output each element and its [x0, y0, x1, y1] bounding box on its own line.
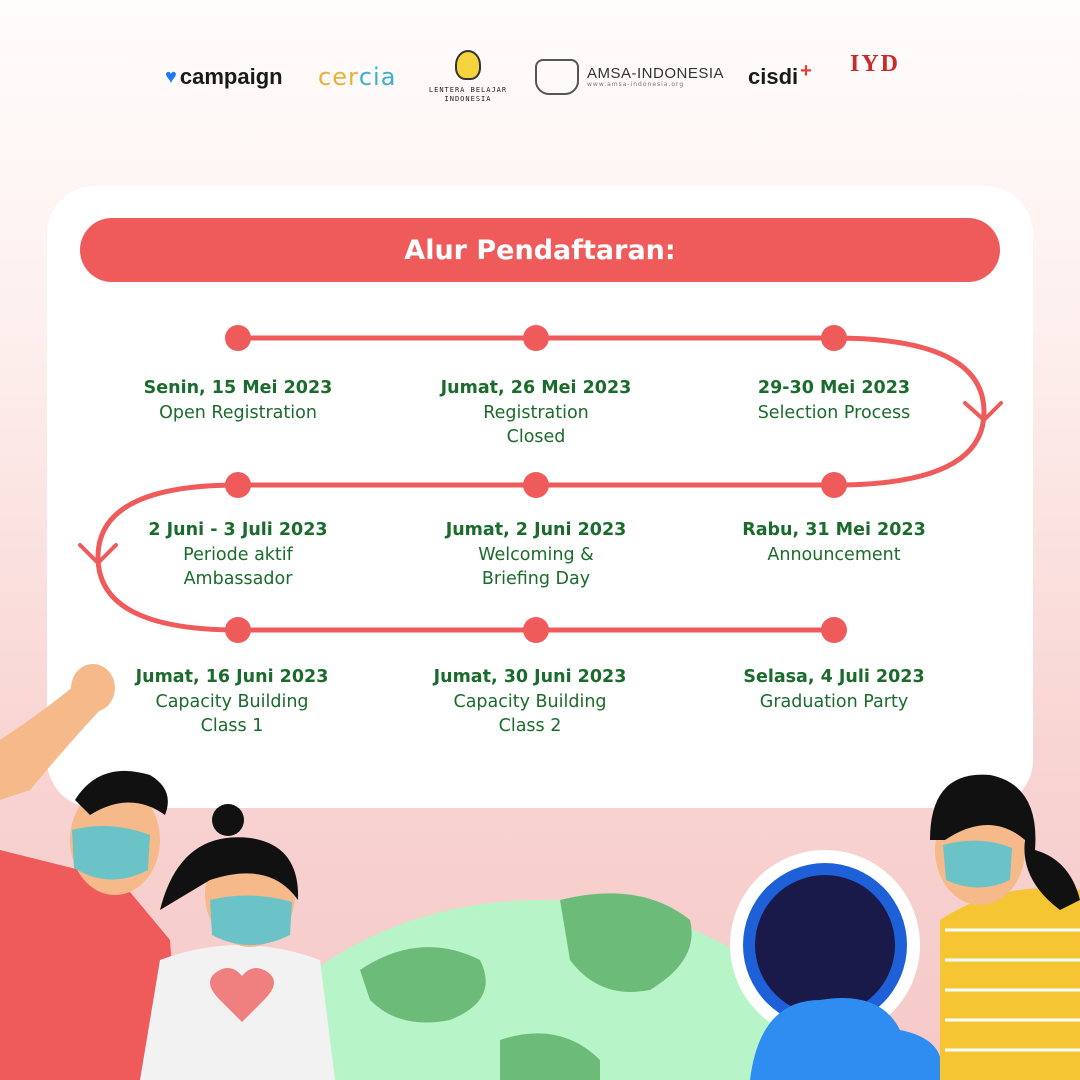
mask-icon: [72, 826, 150, 880]
timeline-step: [416, 375, 656, 449]
timeline-step: [416, 517, 656, 591]
step-date: Jumat, 16 Juni 2023: [135, 667, 329, 687]
amsa-logo-url: www.amsa-indonesia.org: [587, 81, 685, 88]
cisdi-logo: cisdi +: [748, 59, 812, 89]
timeline-dot: [225, 472, 251, 498]
mask-icon: [210, 895, 292, 945]
step-label: Registration Closed: [483, 403, 589, 447]
step-label: Open Registration: [159, 403, 317, 423]
timeline-dot: [821, 472, 847, 498]
step-date: Rabu, 31 Mei 2023: [742, 520, 926, 540]
heart-icon: ♥: [165, 65, 177, 88]
step-date: Jumat, 2 Juni 2023: [445, 520, 627, 540]
timeline-dot: [821, 325, 847, 351]
timeline-step: [714, 375, 954, 425]
step-label: Capacity Building Class 1: [155, 692, 309, 736]
step-date: 29-30 Mei 2023: [757, 378, 911, 398]
people-illustration: [0, 660, 1080, 1080]
iyd-logo-text: IYD: [849, 51, 900, 77]
step-label: Announcement: [767, 545, 901, 565]
step-label: Periode aktif Ambassador: [183, 545, 293, 589]
timeline-dot: [821, 617, 847, 643]
step-date: 2 Juni - 3 Juli 2023: [148, 520, 328, 540]
campaign-logo-text: campaign: [179, 64, 283, 89]
step-label: Welcoming & Briefing Day: [478, 545, 594, 589]
mask-icon: [943, 841, 1012, 888]
timeline-dot: [523, 472, 549, 498]
plus-icon: +: [800, 59, 812, 82]
step-date: Jumat, 30 Juni 2023: [433, 667, 627, 687]
step-date: Senin, 15 Mei 2023: [143, 378, 333, 398]
step-label: Selection Process: [757, 403, 911, 423]
step-label: Graduation Party: [759, 692, 909, 712]
timeline-dot: [523, 325, 549, 351]
timeline-step: [118, 375, 358, 425]
page-title: Alur Pendaftaran:: [404, 234, 676, 266]
lentera-logo-text: LENTERA BELAJAR INDONESIA: [428, 86, 508, 103]
timeline-step: [118, 517, 358, 591]
step-date: Selasa, 4 Juli 2023: [743, 667, 925, 687]
cercia-logo: cer cia: [318, 63, 397, 91]
timeline-dot: [225, 325, 251, 351]
helmet-visor: [755, 875, 895, 1015]
timeline-dot: [523, 617, 549, 643]
timeline-step: [714, 517, 954, 567]
amsa-logo-text: AMSA-INDONESIA: [587, 65, 725, 82]
timeline-dot: [225, 617, 251, 643]
step-label: Capacity Building Class 2: [453, 692, 607, 736]
step-date: Jumat, 26 Mei 2023: [440, 378, 632, 398]
